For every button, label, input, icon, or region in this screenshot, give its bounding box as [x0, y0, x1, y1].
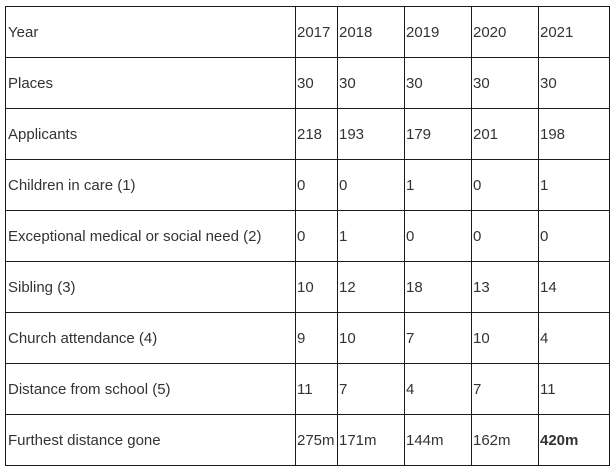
table-cell: 218	[296, 109, 338, 160]
row-label: Distance from school (5)	[6, 364, 296, 415]
year-cell: 2021	[539, 7, 610, 58]
table-cell: 10	[296, 262, 338, 313]
row-label: Children in care (1)	[6, 160, 296, 211]
table-cell: 162m	[472, 415, 539, 466]
table-cell: 193	[338, 109, 405, 160]
table-cell: 14	[539, 262, 610, 313]
table-cell: 201	[472, 109, 539, 160]
row-label: Furthest distance gone	[6, 415, 296, 466]
table-cell: 4	[539, 313, 610, 364]
table-cell: 10	[472, 313, 539, 364]
table-cell: 30	[472, 58, 539, 109]
table-cell: 30	[405, 58, 472, 109]
year-cell: 2020	[472, 7, 539, 58]
table-cell: 30	[539, 58, 610, 109]
header-label: Year	[6, 7, 296, 58]
table-cell: 10	[338, 313, 405, 364]
table-row	[6, 313, 610, 364]
table-row	[6, 58, 610, 109]
table-row	[6, 211, 610, 262]
row-label: Sibling (3)	[6, 262, 296, 313]
table-cell: 275m	[296, 415, 338, 466]
row-label: Exceptional medical or social need (2)	[6, 211, 296, 262]
table-cell: 11	[539, 364, 610, 415]
table-cell: 7	[338, 364, 405, 415]
table-cell: 7	[472, 364, 539, 415]
year-cell: 2018	[338, 7, 405, 58]
table-cell: 13	[472, 262, 539, 313]
table-header-row	[6, 7, 610, 58]
table-cell: 0	[338, 160, 405, 211]
table-cell: 12	[338, 262, 405, 313]
table-row	[6, 109, 610, 160]
table-cell: 30	[296, 58, 338, 109]
row-label: Church attendance (4)	[6, 313, 296, 364]
table-row	[6, 262, 610, 313]
row-label: Applicants	[6, 109, 296, 160]
table-cell: 0	[472, 211, 539, 262]
table-cell: 18	[405, 262, 472, 313]
table-cell: 7	[405, 313, 472, 364]
table-cell: 30	[338, 58, 405, 109]
table-row	[6, 160, 610, 211]
table-cell: 0	[405, 211, 472, 262]
table-cell: 1	[539, 160, 610, 211]
table-cell: 0	[296, 160, 338, 211]
table-cell: 9	[296, 313, 338, 364]
table-cell: 0	[296, 211, 338, 262]
row-label: Places	[6, 58, 296, 109]
table-cell: 0	[539, 211, 610, 262]
table-cell: 1	[405, 160, 472, 211]
table-cell: 198	[539, 109, 610, 160]
table-cell-highlighted: 420m	[539, 415, 610, 466]
table-cell: 11	[296, 364, 338, 415]
table-cell: 179	[405, 109, 472, 160]
table-cell: 0	[472, 160, 539, 211]
table-row	[6, 364, 610, 415]
table-cell: 1	[338, 211, 405, 262]
table-cell: 4	[405, 364, 472, 415]
table-cell: 171m	[338, 415, 405, 466]
year-cell: 2019	[405, 7, 472, 58]
table-cell: 144m	[405, 415, 472, 466]
admissions-table	[5, 6, 610, 466]
year-cell: 2017	[296, 7, 338, 58]
table-row	[6, 415, 610, 466]
